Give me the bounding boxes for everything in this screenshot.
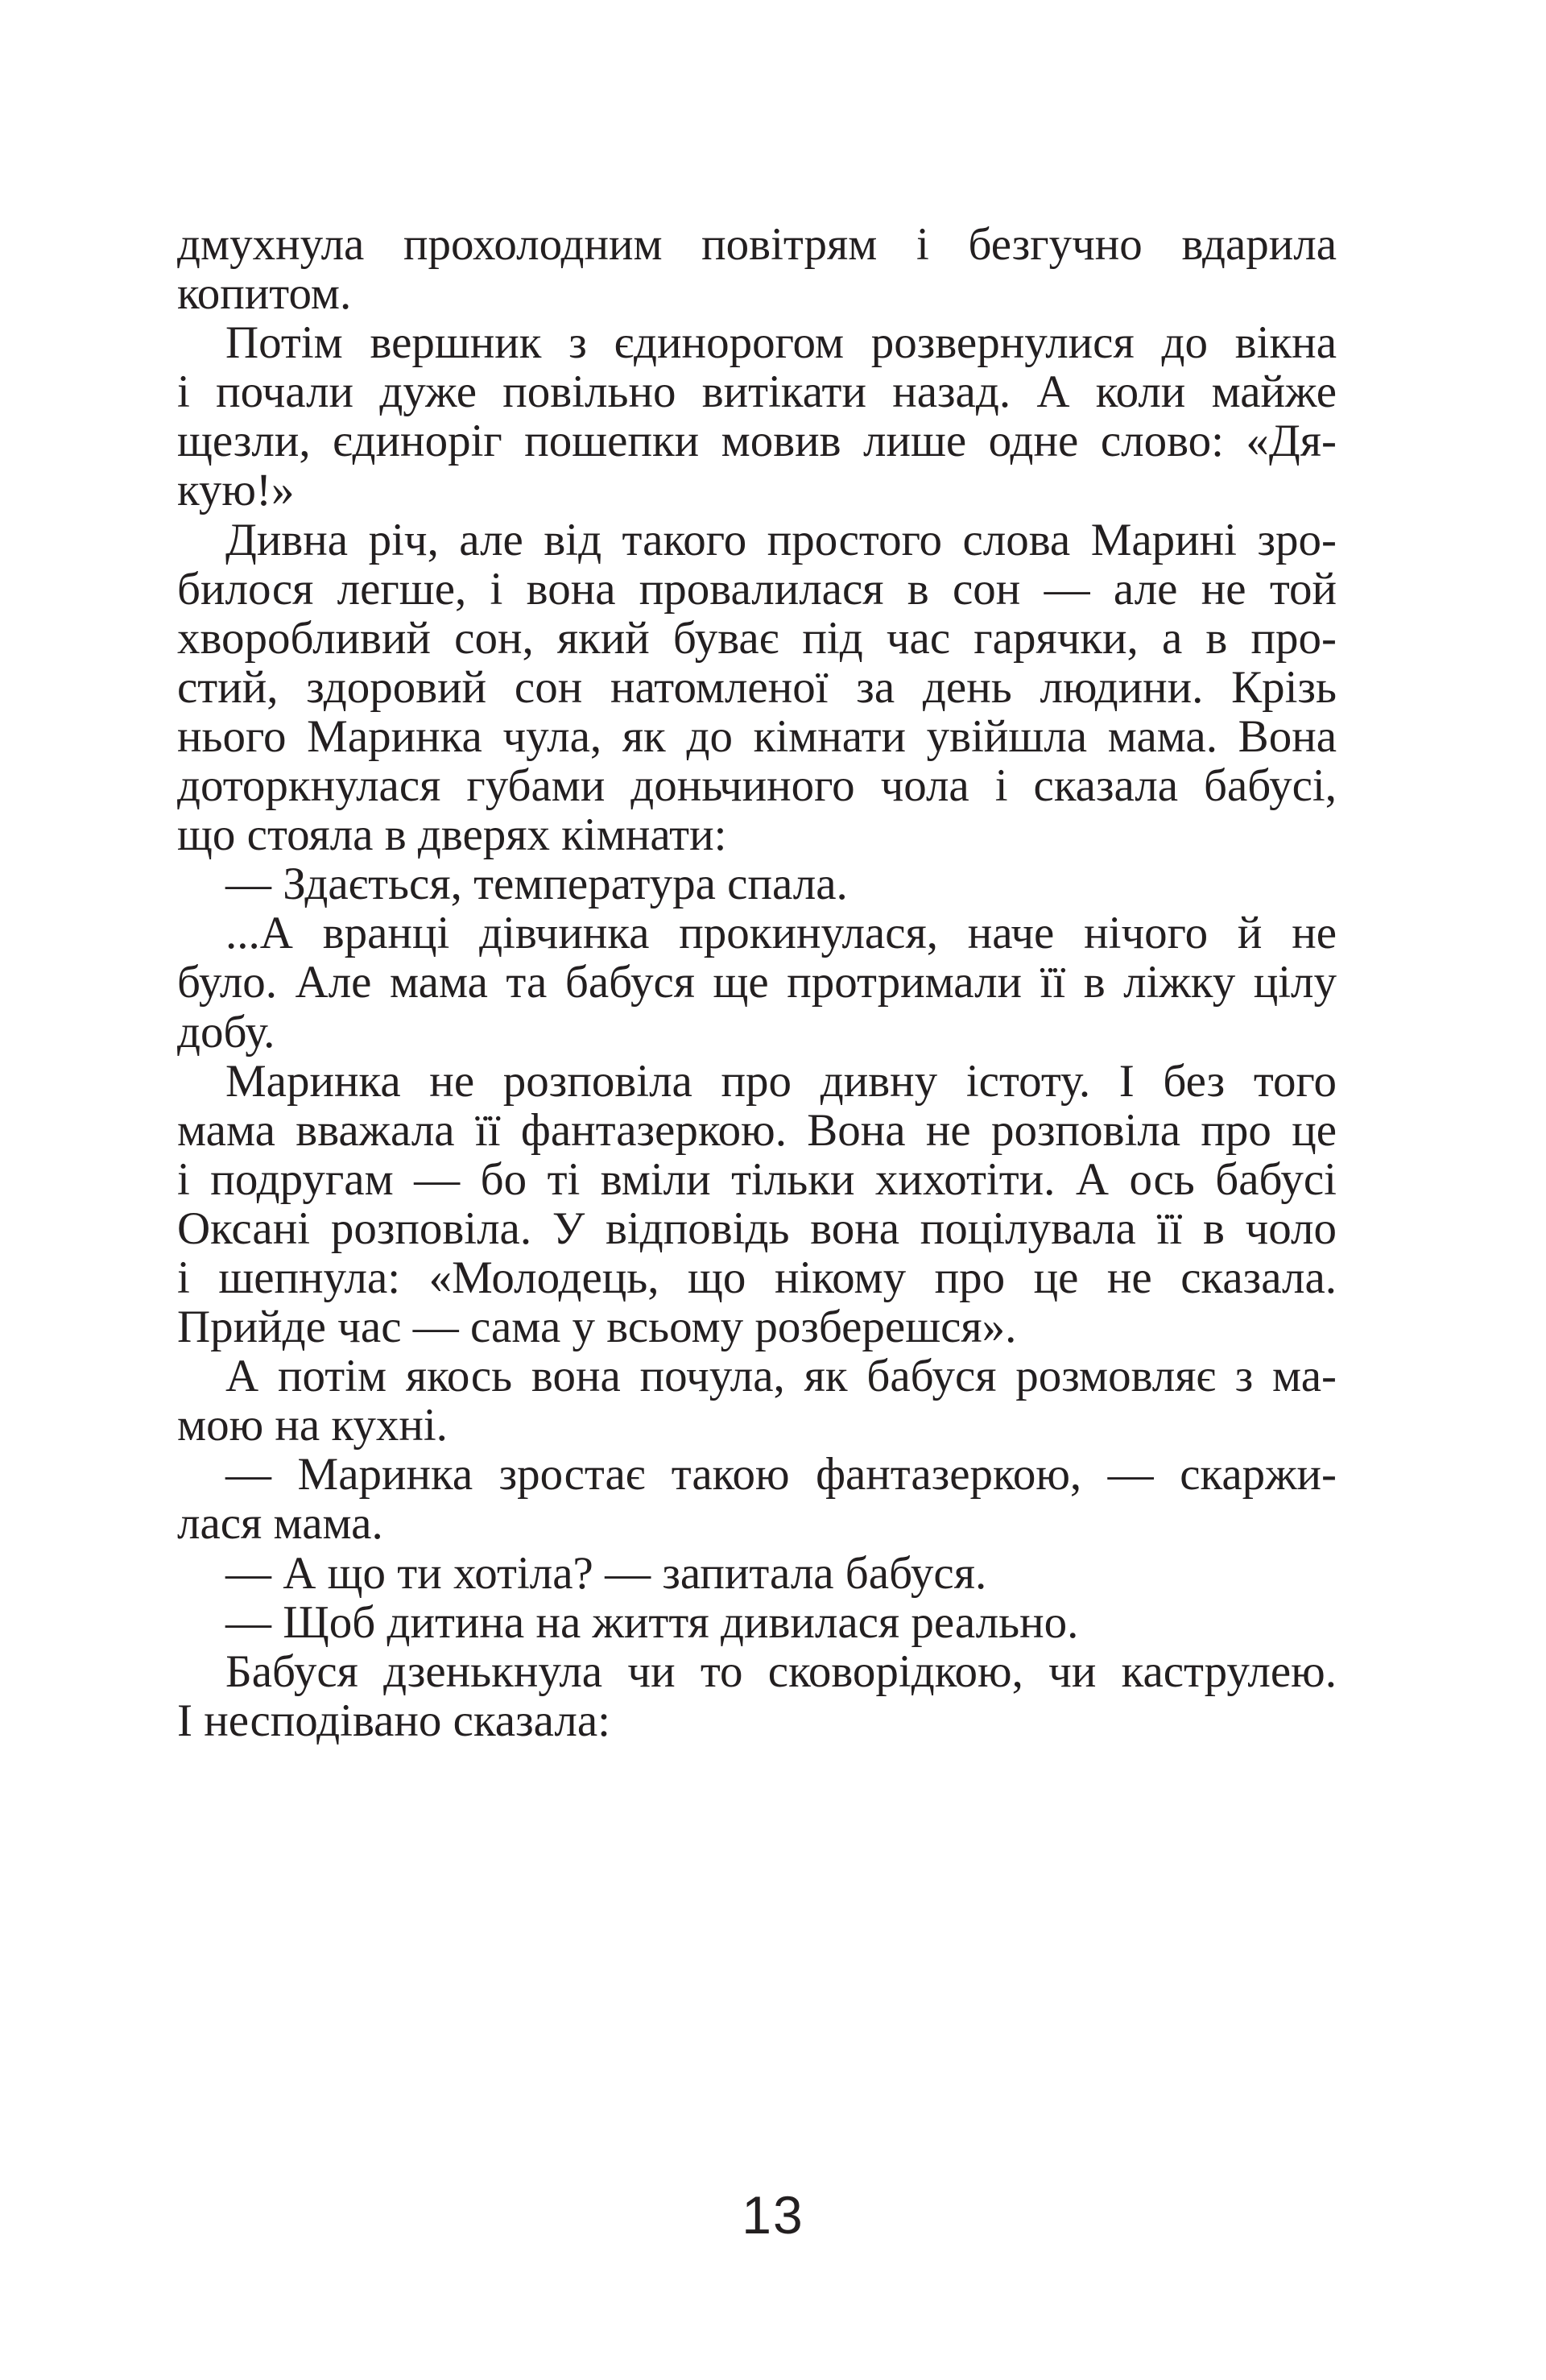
text-line: — Щоб дитина на життя дивилася реально. xyxy=(225,1596,1079,1648)
text-line: стий, здоровий сон натомленої за день людини. Крізь xyxy=(177,661,1337,713)
text-line: Бабуся дзенькнула чи то сковорідкою, чи каструлею. xyxy=(225,1645,1337,1697)
text-line: — Здається, температура спала. xyxy=(225,859,848,910)
text-line: і почали дуже повільно витікати назад. А коли майже xyxy=(177,366,1337,418)
body-text xyxy=(177,220,1337,1745)
text-line: і шепнула: «Молодець, що нікому про це не сказала. xyxy=(177,1252,1337,1303)
text-line: Оксані розповіла. У відповідь вона поцілувала її в чоло xyxy=(177,1202,1337,1254)
text-line: було. Але мама та бабуся ще протримали її в ліжку цілу xyxy=(177,957,1337,1008)
text-line: щезли, єдиноріг пошепки мовив лише одне слово: «Дя- xyxy=(177,416,1337,467)
text-line: добу. xyxy=(177,1006,275,1058)
text-line: билося легше, і вона провалилася в сон — але не той xyxy=(177,563,1337,615)
text-line: ...А вранці дівчинка прокинулася, наче нічого й не xyxy=(225,908,1337,959)
text-line: нього Маринка чула, як до кімнати увійшла мама. Вона xyxy=(177,710,1337,762)
text-line: А потім якось вона почула, як бабуся розмовляє з ма- xyxy=(225,1351,1337,1402)
text-line: що стояла в дверях кімнати: xyxy=(177,809,727,861)
text-line: дмухнула прохолодним повітрям і безгучно вдарила xyxy=(177,219,1337,270)
text-line: доторкнулася губами доньчиного чола і сказала бабусі, xyxy=(177,760,1337,812)
text-line: Прийде час — сама у всьому розберешся». xyxy=(177,1302,1017,1353)
text-line: лася мама. xyxy=(177,1498,383,1550)
text-line: — Маринка зростає такою фантазеркою, — скаржи- xyxy=(225,1449,1337,1500)
text-line: копитом. xyxy=(177,268,352,320)
text-line: мама вважала її фантазеркою. Вона не розповіла про це xyxy=(177,1104,1337,1156)
text-line: кую!» xyxy=(177,465,295,516)
text-line: і подругам — бо ті вміли тільки хихотіти. А ось бабусі xyxy=(177,1153,1337,1205)
text-line: Маринка не розповіла про дивну істоту. І без того xyxy=(225,1055,1337,1107)
text-line: І несподівано сказала: xyxy=(177,1695,610,1746)
text-line: хворобливий сон, який буває під час гарячки, а в про- xyxy=(177,612,1337,664)
text-line: Потім вершник з єдинорогом розвернулися до вікна xyxy=(225,317,1337,369)
text-line: — А що ти хотіла? — запитала бабуся. xyxy=(225,1547,987,1599)
page-number: 13 xyxy=(742,2185,804,2245)
text-line: мою на кухні. xyxy=(177,1400,448,1451)
text-line: Дивна річ, але від такого простого слова Марині зро- xyxy=(225,514,1337,565)
